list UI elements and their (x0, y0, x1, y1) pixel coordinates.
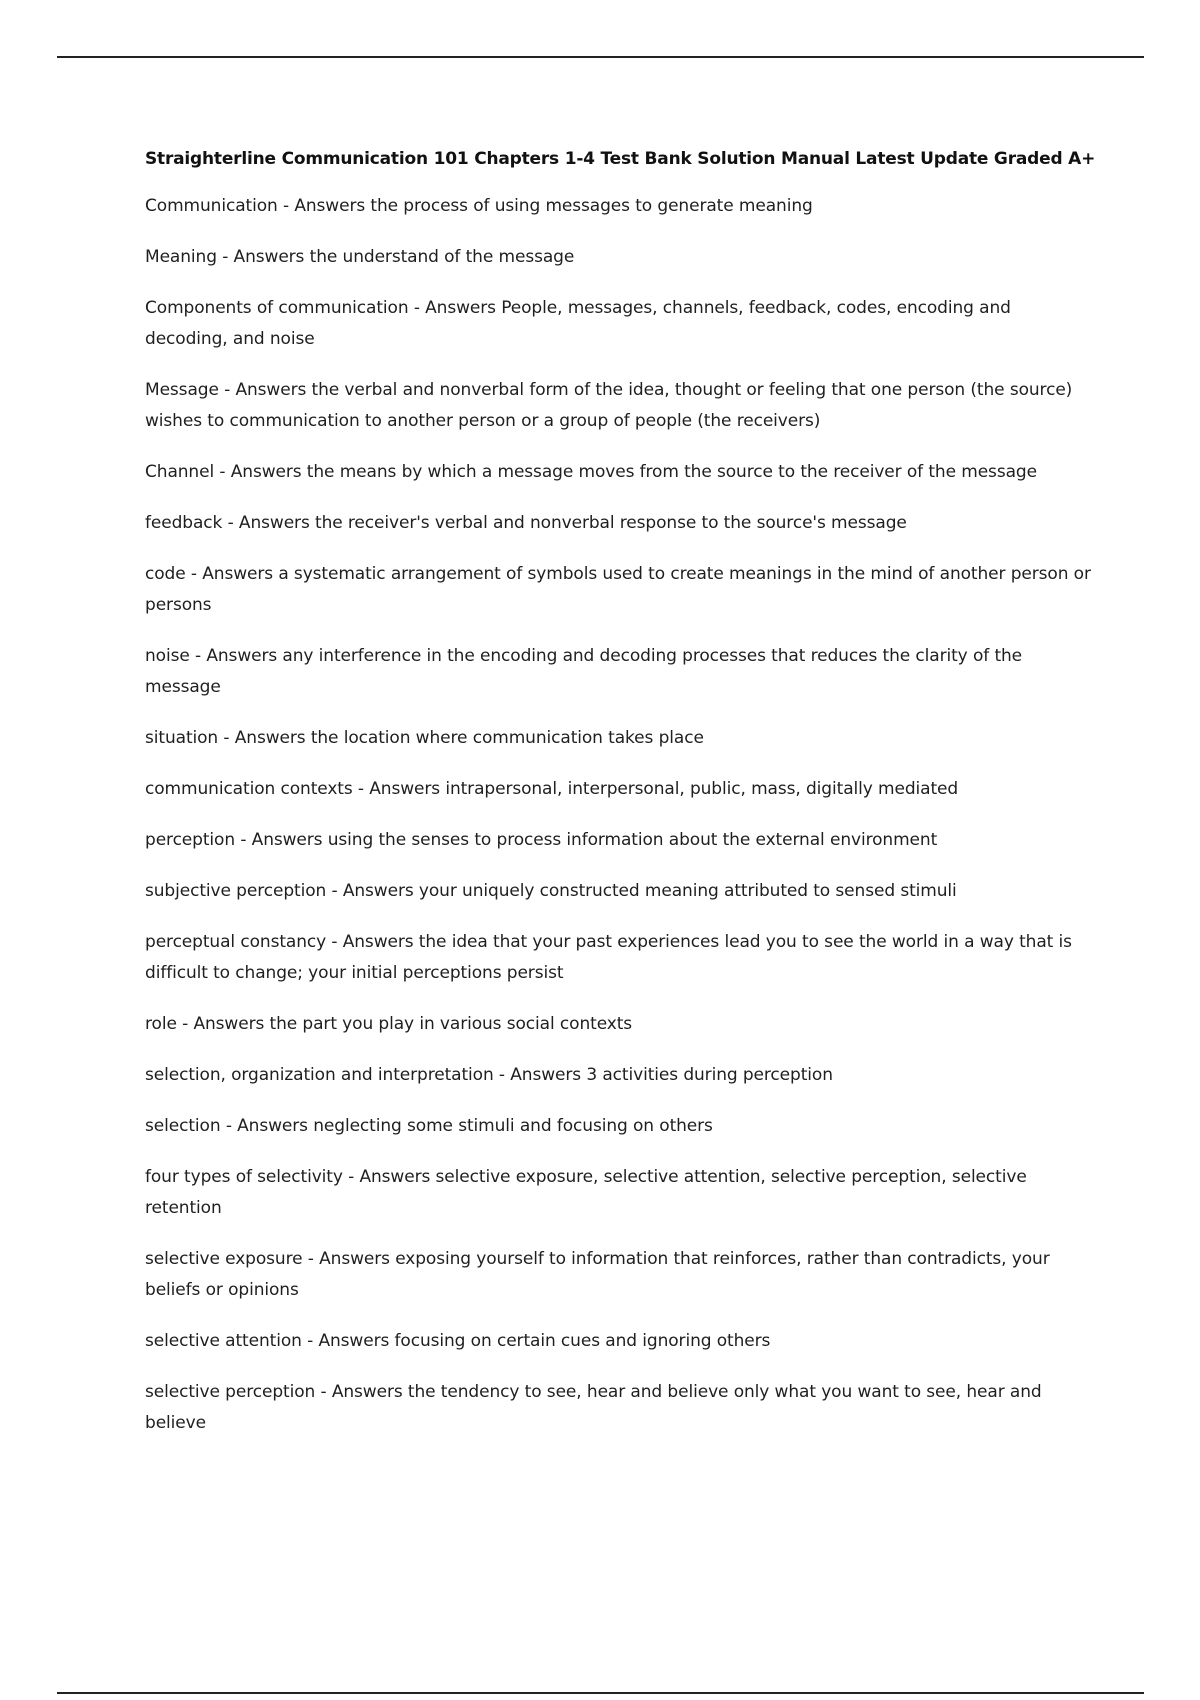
document-title: Straighterline Communication 101 Chapters 1-4 Test Bank Solution Manual Latest Update Graded A+ (145, 149, 1096, 169)
entry-components-of-communication: Components of communication - Answers People, messages, channels, feedback, codes, encoding and decoding, and noise (145, 298, 1011, 349)
entry-communication-contexts: communication contexts - Answers intrapersonal, interpersonal, public, mass, digitally mediated (145, 779, 959, 799)
entry-channel: Channel - Answers the means by which a message moves from the source to the receiver of the message (145, 462, 1037, 482)
entry-communication: Communication - Answers the process of using messages to generate meaning (145, 196, 813, 216)
entry-selection: selection - Answers neglecting some stimuli and focusing on others (145, 1116, 713, 1136)
header-rule (57, 56, 1144, 58)
entry-perception: perception - Answers using the senses to process information about the external environment (145, 830, 938, 850)
entry-role: role - Answers the part you play in various social contexts (145, 1014, 633, 1034)
document-body (145, 146, 1095, 1459)
entry-code: code - Answers a systematic arrangement of symbols used to create meanings in the mind of another person or persons (145, 564, 1091, 615)
footer-rule (57, 1692, 1144, 1694)
entry-message: Message - Answers the verbal and nonverbal form of the idea, thought or feeling that one person (the source) wishes to communication to another person or a group of people (the receivers) (145, 380, 1073, 431)
entry-perceptual-constancy: perceptual constancy - Answers the idea that your past experiences lead you to see the world in a way that is difficult to change; your initial perceptions persist (145, 932, 1072, 983)
entry-selection-organization-interpretation: selection, organization and interpretation - Answers 3 activities during perception (145, 1065, 833, 1085)
entry-subjective-perception: subjective perception - Answers your uniquely constructed meaning attributed to sensed stimuli (145, 881, 957, 901)
entry-feedback: feedback - Answers the receiver's verbal and nonverbal response to the source's message (145, 513, 907, 533)
entry-selective-exposure: selective exposure - Answers exposing yourself to information that reinforces, rather than contradicts, your beliefs or opinions (145, 1249, 1050, 1300)
entry-meaning: Meaning - Answers the understand of the message (145, 247, 575, 267)
entry-selective-perception: selective perception - Answers the tendency to see, hear and believe only what you want to see, hear and believe (145, 1382, 1042, 1433)
entry-situation: situation - Answers the location where communication takes place (145, 728, 704, 748)
entry-four-types-of-selectivity: four types of selectivity - Answers selective exposure, selective attention, selective perception, selective retention (145, 1167, 1027, 1218)
entry-noise: noise - Answers any interference in the encoding and decoding processes that reduces the clarity of the message (145, 646, 1023, 697)
entry-selective-attention: selective attention - Answers focusing on certain cues and ignoring others (145, 1331, 771, 1351)
